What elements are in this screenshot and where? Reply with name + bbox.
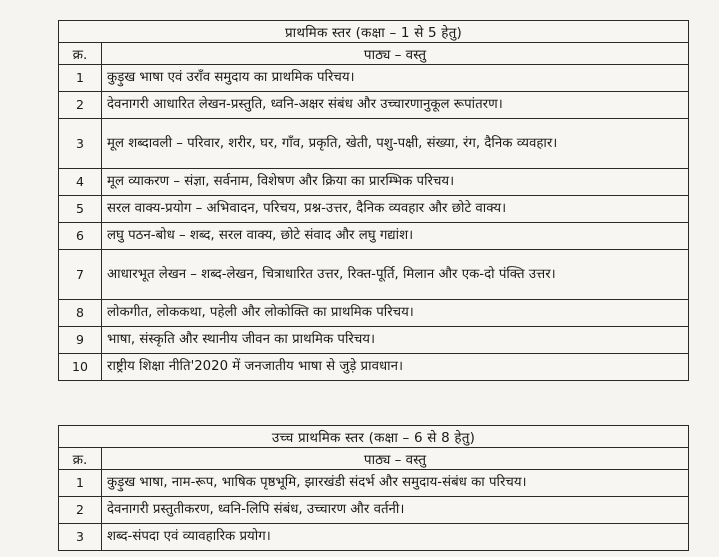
- table-row: [59, 119, 689, 169]
- row-number: 5: [59, 196, 102, 223]
- table-row: [59, 497, 689, 524]
- primary-serial-header: क्र.: [59, 43, 102, 65]
- row-number: 3: [59, 524, 102, 551]
- primary-level-table: [58, 20, 689, 381]
- row-number: 6: [59, 223, 102, 250]
- row-content: मूल शब्दावली – परिवार, शरीर, घर, गाँव, प्रकृति, खेती, पशु-पक्षी, संख्या, रंग, दैनिक व्यवहार।: [102, 119, 689, 169]
- row-content: लघु पठन-बोध – शब्द, सरल वाक्य, छोटे संवाद और लघु गद्यांश।: [102, 223, 689, 250]
- upper-content-header: पाठ्य – वस्तु: [102, 448, 689, 470]
- row-content: राष्ट्रीय शिक्षा नीति'2020 में जनजातीय भाषा से जुड़े प्रावधान।: [102, 354, 689, 381]
- table-row: [59, 169, 689, 196]
- row-number: 8: [59, 300, 102, 327]
- primary-content-header: पाठ्य – वस्तु: [102, 43, 689, 65]
- row-content: सरल वाक्य-प्रयोग – अभिवादन, परिचय, प्रश्न-उत्तर, दैनिक व्यवहार और छोटे वाक्य।: [102, 196, 689, 223]
- row-content: लोकगीत, लोककथा, पहेली और लोकोक्ति का प्राथमिक परिचय।: [102, 300, 689, 327]
- table-row: [59, 327, 689, 354]
- primary-table-title: प्राथमिक स्तर (कक्षा – 1 से 5 हेतु): [59, 21, 689, 43]
- row-content: आधारभूत लेखन – शब्द-लेखन, चित्राधारित उत्तर, रिक्त-पूर्ति, मिलान और एक-दो पंक्ति उत्तर।: [102, 250, 689, 300]
- row-content: भाषा, संस्कृति और स्थानीय जीवन का प्राथमिक परिचय।: [102, 327, 689, 354]
- row-number: 1: [59, 65, 102, 92]
- row-content: मूल व्याकरण – संज्ञा, सर्वनाम, विशेषण और क्रिया का प्रारम्भिक परिचय।: [102, 169, 689, 196]
- row-number: 10: [59, 354, 102, 381]
- table-row: [59, 92, 689, 119]
- row-number: 7: [59, 250, 102, 300]
- row-content: देवनागरी प्रस्तुतीकरण, ध्वनि-लिपि संबंध, उच्चारण और वर्तनी।: [102, 497, 689, 524]
- table-row: [59, 524, 689, 551]
- upper-serial-header: क्र.: [59, 448, 102, 470]
- row-content: कुड़ुख भाषा एवं उराँव समुदाय का प्राथमिक परिचय।: [102, 65, 689, 92]
- row-number: 2: [59, 497, 102, 524]
- table-row: [59, 470, 689, 497]
- table-row: [59, 300, 689, 327]
- row-number: 4: [59, 169, 102, 196]
- row-content: देवनागरी आधारित लेखन-प्रस्तुति, ध्वनि-अक्षर संबंध और उच्चारणानुकूल रूपांतरण।: [102, 92, 689, 119]
- upper-primary-level-table: [58, 425, 689, 551]
- table-row: [59, 223, 689, 250]
- row-content: कुड़ुख भाषा, नाम-रूप, भाषिक पृष्ठभूमि, झारखंडी संदर्भ और समुदाय-संबंध का परिचय।: [102, 470, 689, 497]
- table-row: [59, 65, 689, 92]
- table-row: [59, 196, 689, 223]
- row-number: 1: [59, 470, 102, 497]
- table-row: [59, 250, 689, 300]
- table-row: [59, 354, 689, 381]
- upper-table-title: उच्च प्राथमिक स्तर (कक्षा – 6 से 8 हेतु): [59, 426, 689, 448]
- row-content: शब्द-संपदा एवं व्यावहारिक प्रयोग।: [102, 524, 689, 551]
- row-number: 3: [59, 119, 102, 169]
- row-number: 9: [59, 327, 102, 354]
- row-number: 2: [59, 92, 102, 119]
